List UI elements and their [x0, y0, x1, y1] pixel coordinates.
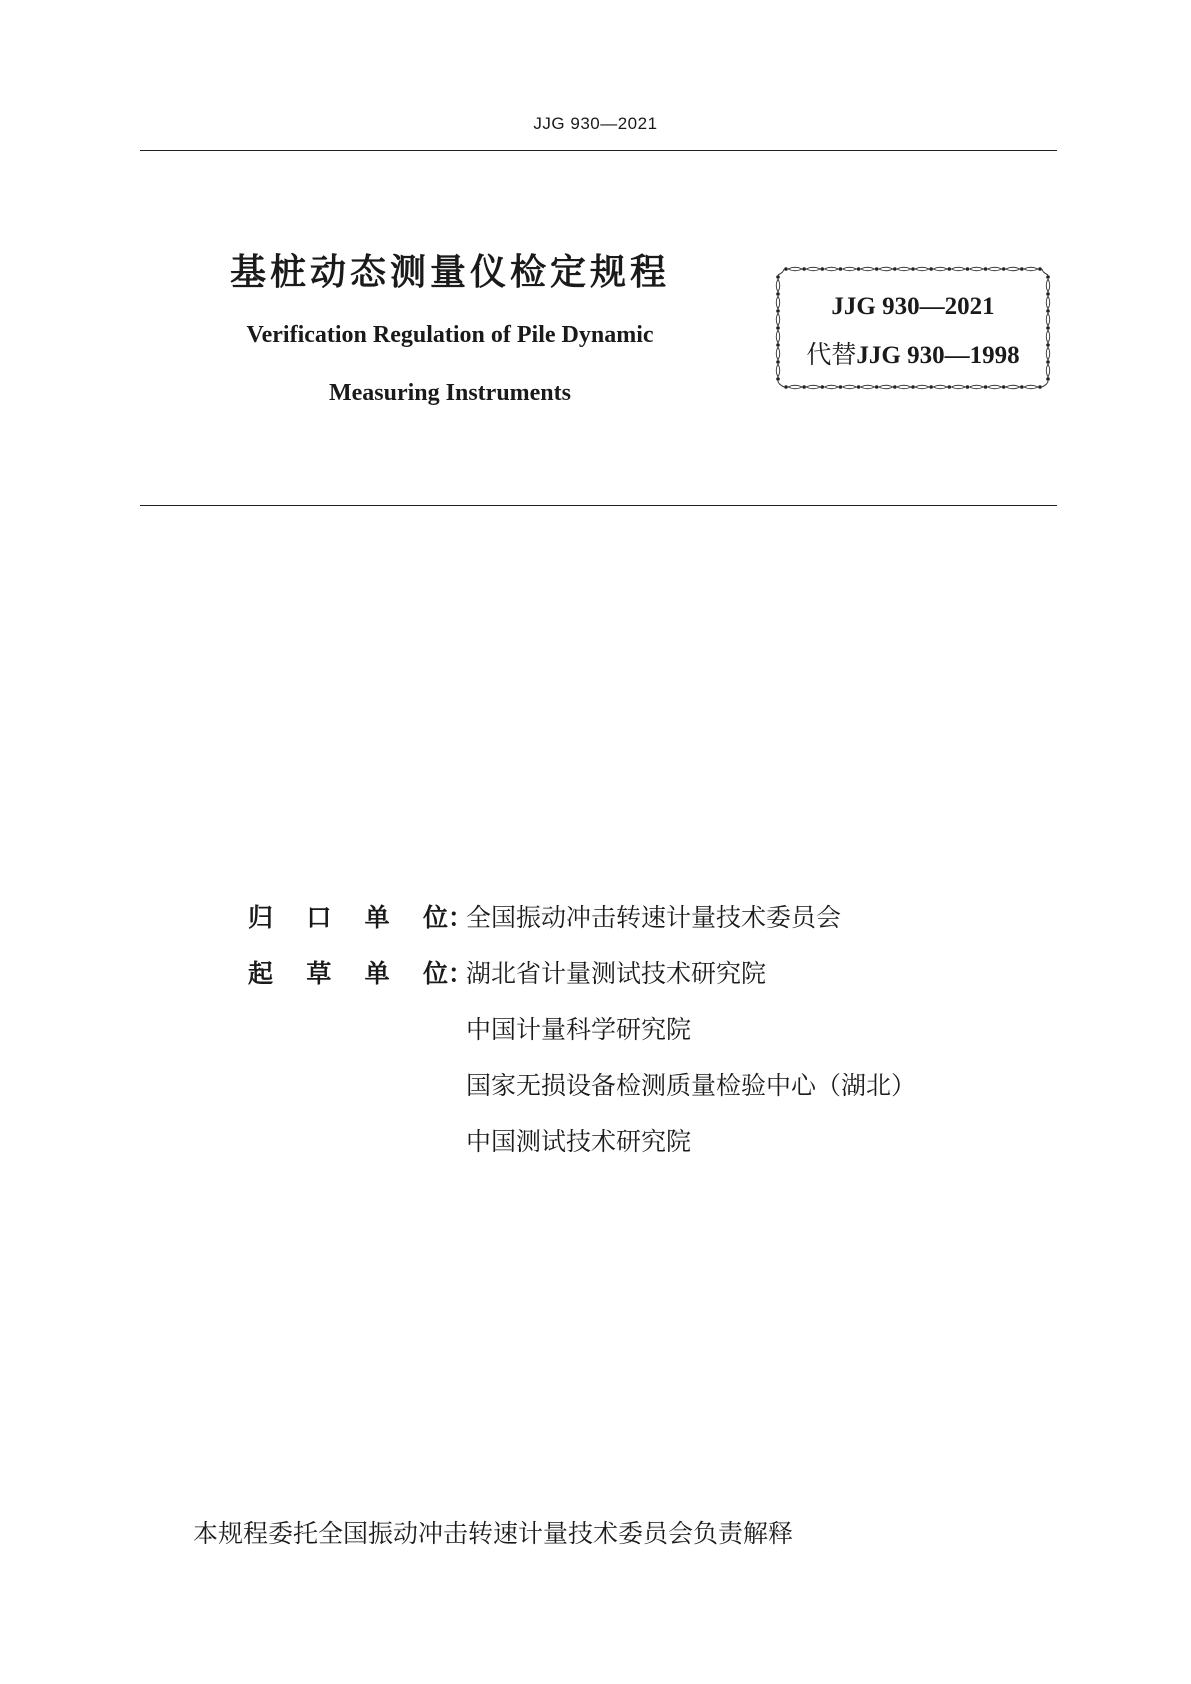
border-dot	[947, 385, 951, 389]
border-dot	[1038, 385, 1042, 389]
drafting-unit-row	[248, 954, 766, 994]
border-diamond	[879, 385, 893, 389]
border-dot	[839, 267, 843, 271]
border-diamond	[879, 267, 893, 271]
title-section-rule	[140, 505, 1057, 506]
drafting-unit-row	[466, 1066, 916, 1106]
border-dot	[929, 267, 933, 271]
border-diamond	[897, 385, 911, 389]
label-char: 草	[306, 959, 332, 988]
border-corner	[1042, 269, 1048, 275]
border-dot	[802, 267, 806, 271]
border-diamond	[806, 267, 820, 271]
border-diamond	[824, 385, 838, 389]
border-diamond	[969, 385, 983, 389]
border-dot	[1046, 326, 1050, 330]
document-title-chinese: 基桩动态测量仪检定规程	[229, 252, 670, 293]
drafting-unit-row	[466, 1122, 691, 1162]
border-diamond	[1006, 267, 1020, 271]
border-corner	[778, 381, 784, 387]
border-dot	[820, 267, 824, 271]
border-dot	[820, 385, 824, 389]
border-diamond	[933, 267, 947, 271]
border-diamond	[915, 385, 929, 389]
border-dot	[875, 267, 879, 271]
border-dot	[966, 267, 970, 271]
label-char: 起	[248, 959, 274, 988]
border-dot	[1002, 385, 1006, 389]
label-char: 位	[422, 959, 448, 988]
border-dot	[776, 275, 780, 279]
border-dot	[911, 385, 915, 389]
standard-code-text: JJG 930—2021	[831, 293, 995, 320]
drafting-unit-value: 中国计量科学研究院	[466, 1015, 692, 1044]
document-title-english-line1: Verification Regulation of Pile Dynamic	[246, 322, 654, 348]
border-dot	[784, 267, 788, 271]
border-dot	[929, 385, 933, 389]
border-dot	[984, 385, 988, 389]
drafting-unit-value: 中国测试技术研究院	[466, 1127, 692, 1156]
interpretation-statement: 本规程委托全国振动冲击转速计量技术委员会负责解释	[193, 1519, 794, 1548]
border-dot	[911, 267, 915, 271]
border-dot	[1046, 275, 1050, 279]
standard-code	[772, 293, 1054, 321]
standard-code-box	[772, 263, 1054, 393]
border-diamond	[933, 385, 947, 389]
decorative-border	[772, 263, 1054, 393]
drafting-unit-label	[248, 954, 448, 990]
border-dot	[776, 377, 780, 381]
border-diamond	[988, 385, 1002, 389]
border-diamond	[788, 267, 802, 271]
border-diamond	[824, 267, 838, 271]
responsible-unit-label	[248, 898, 448, 934]
border-diamond	[951, 267, 965, 271]
border-diamond	[988, 267, 1002, 271]
label-char: 口	[306, 903, 332, 932]
replaced-standard	[772, 335, 1054, 371]
border-diamond	[951, 385, 965, 389]
label-colon: ：	[448, 959, 474, 988]
label-char: 归	[248, 903, 274, 932]
border-dot	[1020, 267, 1024, 271]
running-header-code: JJG 930—2021	[533, 114, 658, 133]
replaced-code: JJG 930—1998	[856, 342, 1020, 369]
label-char: 位	[422, 903, 448, 932]
border-dot	[947, 267, 951, 271]
border-dot	[802, 385, 806, 389]
responsible-unit-value: 全国振动冲击转速计量技术委员会	[466, 903, 842, 932]
border-dot	[1038, 267, 1042, 271]
label-char: 单	[364, 903, 390, 932]
border-dot	[966, 385, 970, 389]
border-dot	[776, 326, 780, 330]
border-dot	[875, 385, 879, 389]
border-dot	[1020, 385, 1024, 389]
border-diamond	[1006, 385, 1020, 389]
border-diamond	[788, 385, 802, 389]
border-diamond	[897, 267, 911, 271]
border-diamond	[861, 385, 875, 389]
label-char: 单	[364, 959, 390, 988]
border-diamond	[1046, 279, 1050, 292]
border-dot	[893, 385, 897, 389]
responsible-unit-row	[248, 898, 841, 938]
border-corner	[778, 269, 784, 275]
border-dot	[839, 385, 843, 389]
border-corner	[1042, 381, 1048, 387]
border-dot	[857, 385, 861, 389]
border-diamond	[842, 385, 856, 389]
border-dot	[857, 267, 861, 271]
border-dot	[1002, 267, 1006, 271]
border-diamond	[776, 279, 780, 292]
border-diamond	[1024, 385, 1038, 389]
border-dot	[984, 267, 988, 271]
document-title-english-line2: Measuring Instruments	[328, 380, 571, 406]
drafting-unit-value: 湖北省计量测试技术研究院	[466, 959, 767, 988]
border-diamond	[915, 267, 929, 271]
border-diamond	[1024, 267, 1038, 271]
border-dot	[1046, 377, 1050, 381]
header-rule	[140, 150, 1057, 151]
border-diamond	[842, 267, 856, 271]
border-diamond	[861, 267, 875, 271]
drafting-unit-row	[466, 1010, 691, 1050]
border-diamond	[806, 385, 820, 389]
border-diamond	[969, 267, 983, 271]
border-dot	[893, 267, 897, 271]
replace-prefix: 代替	[806, 342, 857, 369]
label-colon: ：	[448, 903, 474, 932]
border-dot	[784, 385, 788, 389]
drafting-unit-value: 国家无损设备检测质量检验中心（湖北）	[466, 1071, 917, 1100]
